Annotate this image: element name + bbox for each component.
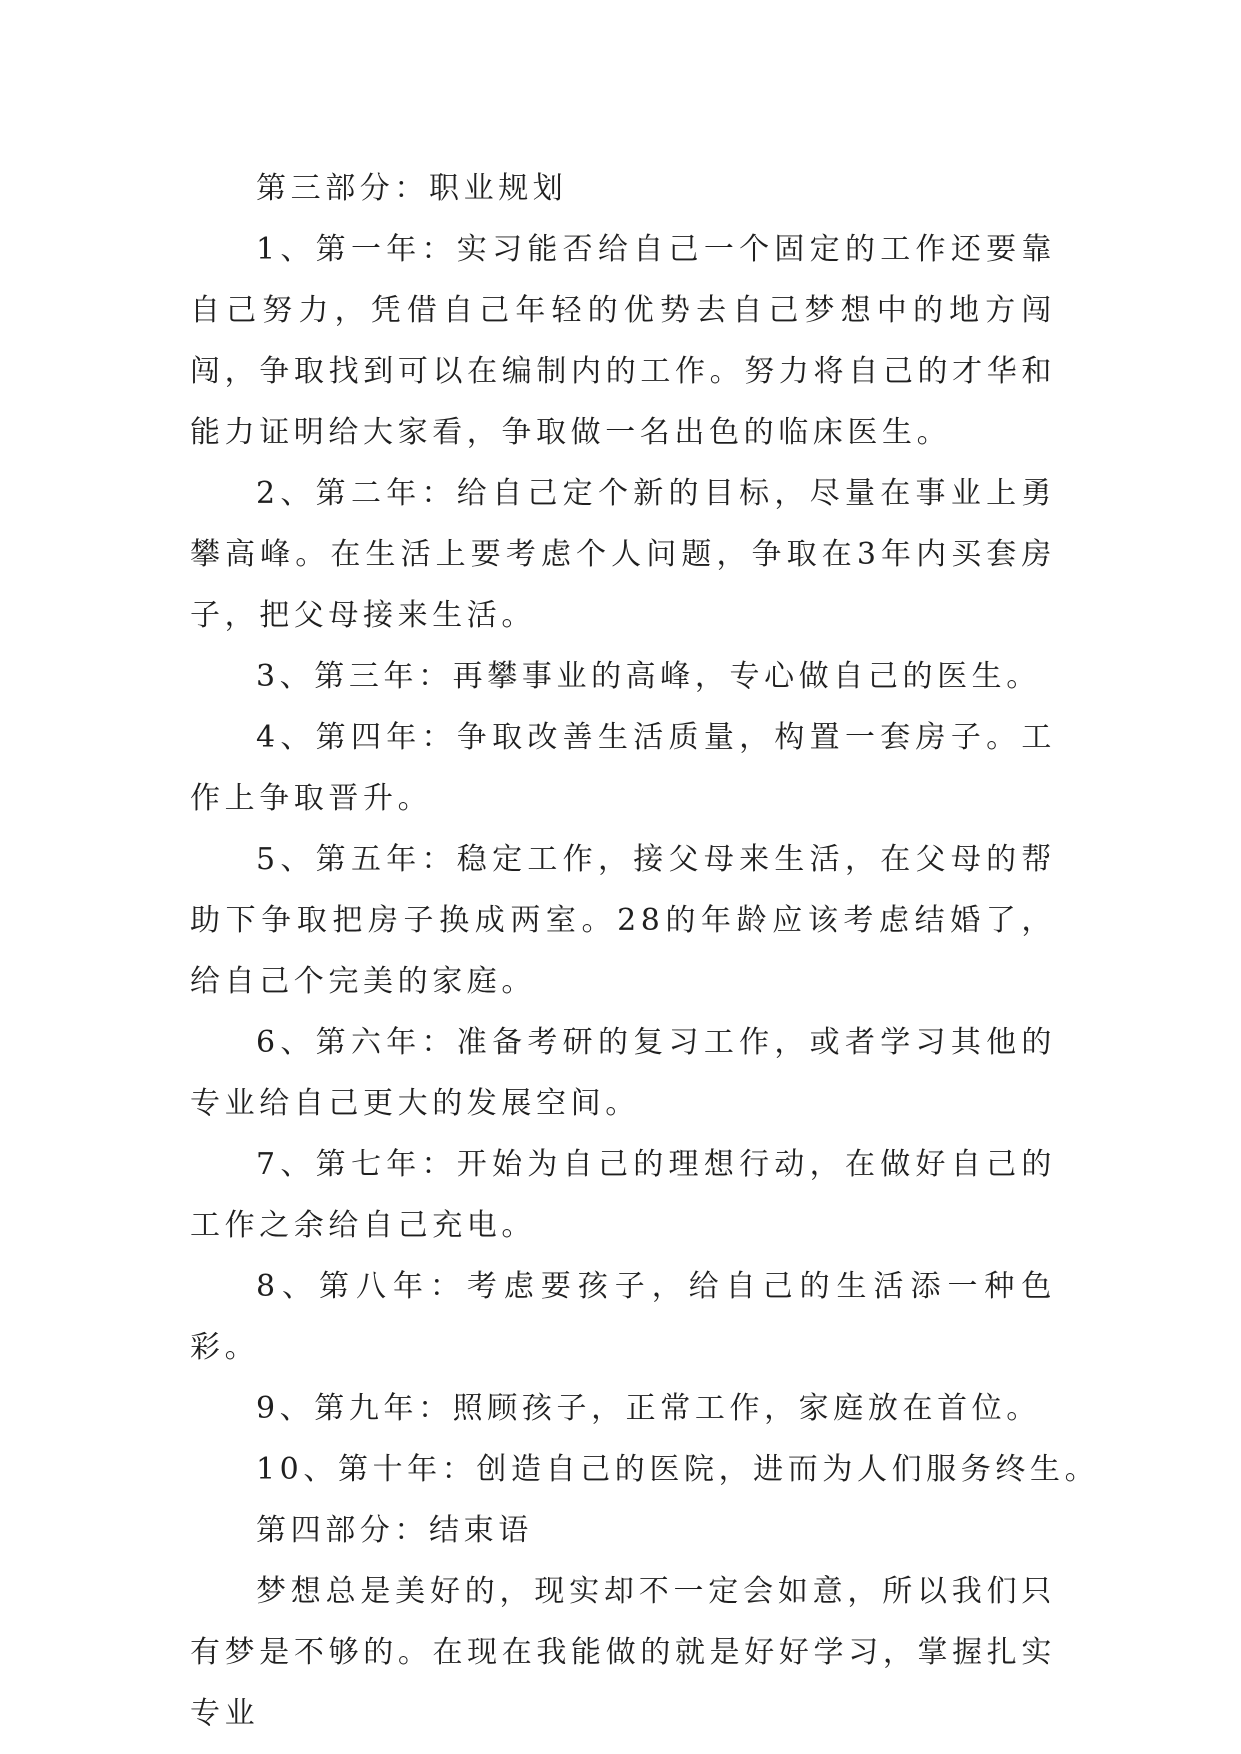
paragraph-year-1: 1、第一年：实习能否给自己一个固定的工作还要靠自己努力，凭借自己年轻的优势去自己梦想中的地方闯闯，争取找到可以在编制内的工作。努力将自己的才华和能力证明给大家看，争取做一名出色的临床医生。 [190, 232, 1056, 450]
paragraph-year-6: 6、第六年：准备考研的复习工作，或者学习其他的专业给自己更大的发展空间。 [190, 1025, 1056, 1121]
paragraph-year-8: 8、第八年：考虑要孩子，给自己的生活添一种色彩。 [190, 1269, 1056, 1365]
paragraph-conclusion: 梦想总是美好的，现实却不一定会如意，所以我们只有梦是不够的。在现在我能做的就是好好学习，掌握扎实专业 [190, 1574, 1056, 1731]
paragraph-year-9: 9、第九年：照顾孩子，正常工作，家庭放在首位。 [256, 1391, 1041, 1426]
document-body [190, 158, 1100, 1744]
paragraph-year-4: 4、第四年：争取改善生活质量，构置一套房子。工作上争取晋升。 [190, 720, 1056, 816]
paragraph-year-2: 2、第二年：给自己定个新的目标，尽量在事业上勇攀高峰。在生活上要考虑个人问题，争取在3年内买套房子，把父母接来生活。 [190, 476, 1056, 633]
paragraph-year-3: 3、第三年：再攀事业的高峰，专心做自己的医生。 [256, 659, 1041, 694]
paragraph-year-10: 10、第十年：创造自己的医院，进而为人们服务终生。 [256, 1452, 1100, 1487]
section-heading-career-plan: 第三部分：职业规划 [256, 171, 568, 206]
paragraph-year-5: 5、第五年：稳定工作，接父母来生活，在父母的帮助下争取把房子换成两室。28的年龄应该考虑结婚了，给自己个完美的家庭。 [190, 842, 1056, 999]
section-heading-conclusion: 第四部分：结束语 [256, 1513, 533, 1548]
paragraph-year-7: 7、第七年：开始为自己的理想行动，在做好自己的工作之余给自己充电。 [190, 1147, 1056, 1243]
